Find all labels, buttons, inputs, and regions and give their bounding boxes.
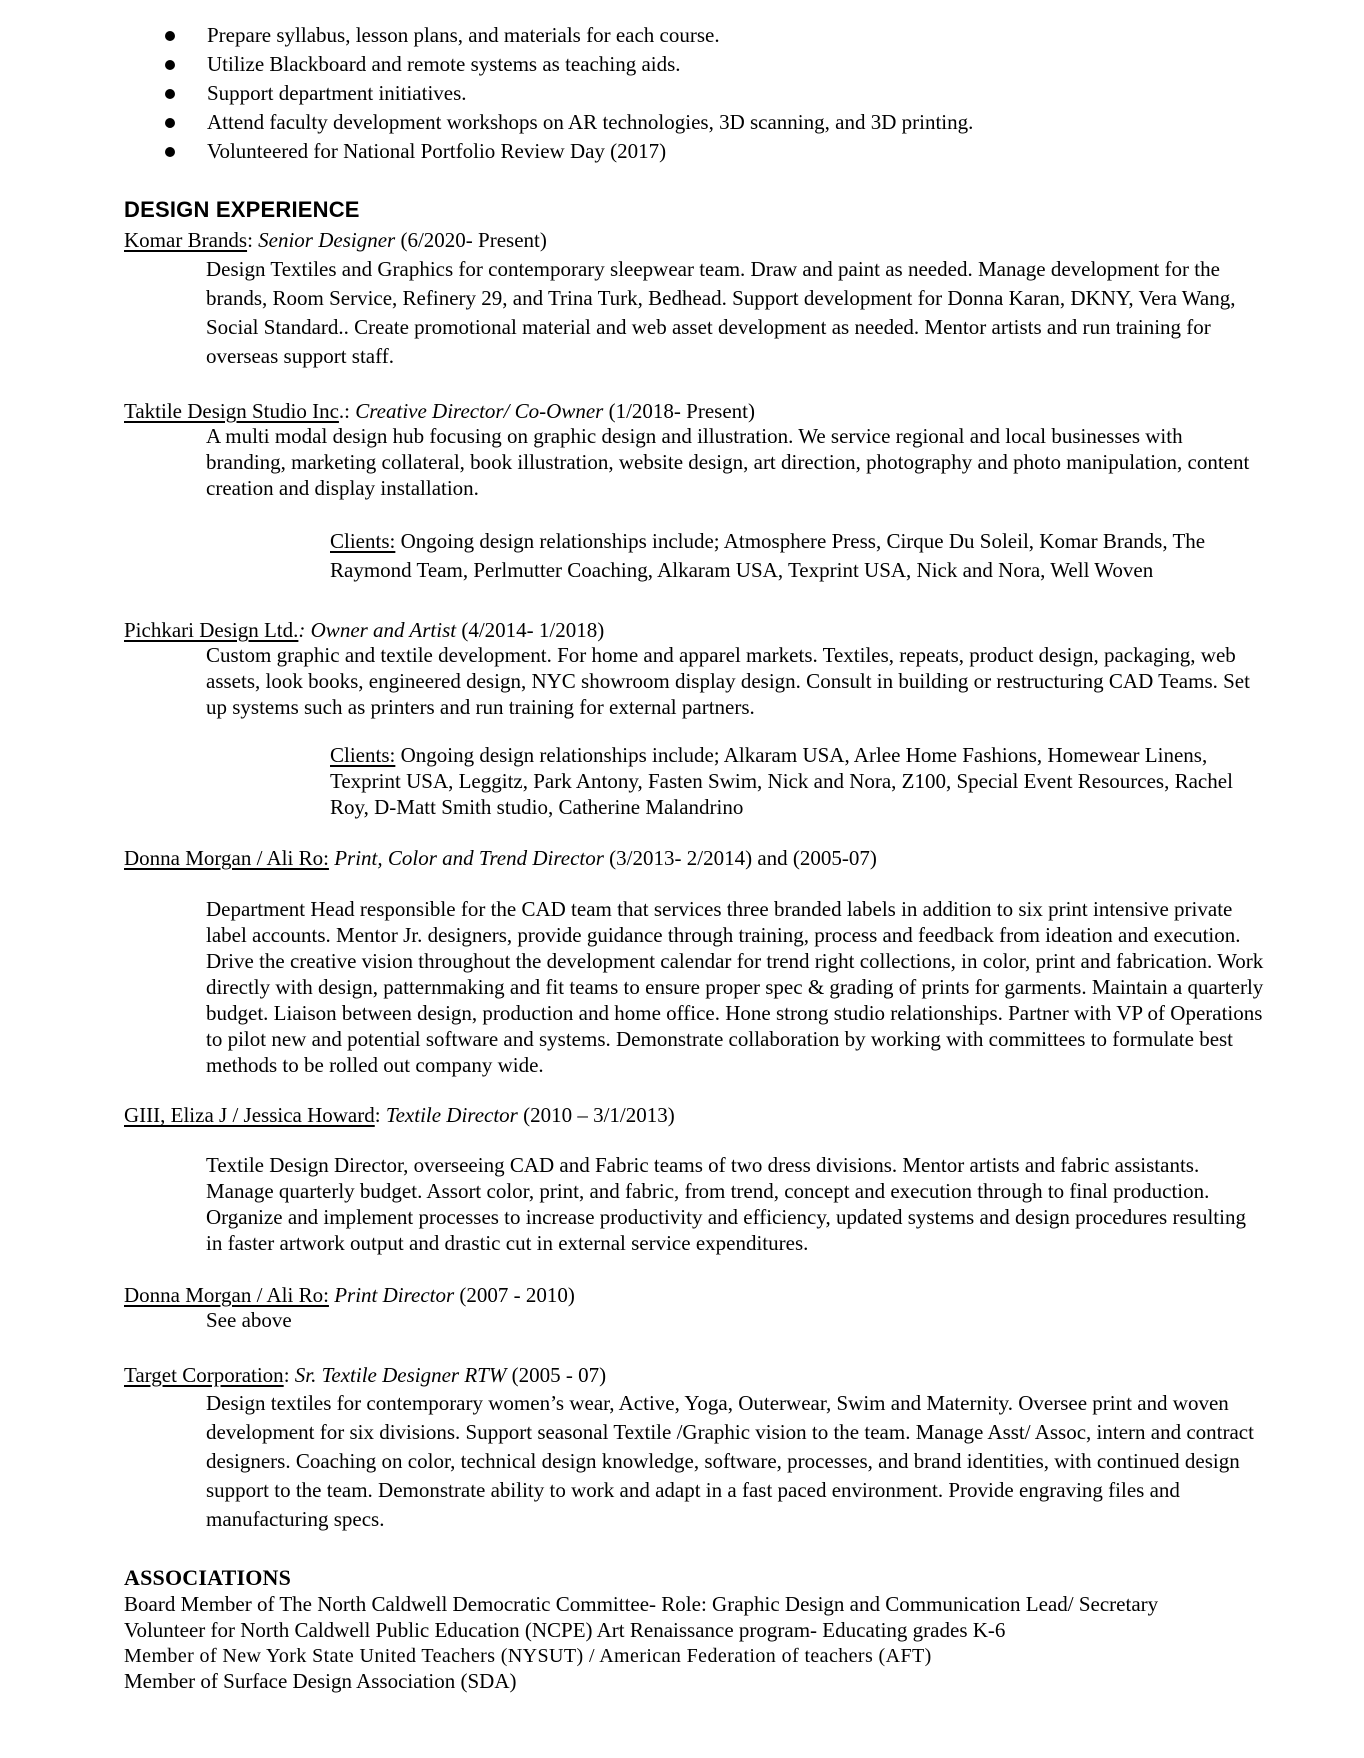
job-heading-komar: Komar Brands: Senior Designer (6/2020- Present) [124,228,547,252]
job-description-pichkari: Custom graphic and textile development. For home and apparel markets. Textiles, repeats, product design, packaging, web assets, look books, engineered design, NYC showroom display design. Consult in building or restructuring CAD Teams. Set up systems such as printers and run training for external partners. [206,643,1250,719]
job-role: Print, Color and Trend Director [334,846,604,870]
job-role: Creative Director/ Co-Owner [355,399,604,423]
associations-heading: ASSOCIATIONS [124,1565,292,1590]
job-description-target: Design textiles for contemporary women’s wear, Active, Yoga, Outerwear, Swim and Maternity. Oversee print and woven development for six divisions. Support seasonal Textile /Graphic vision to the team. Manage Asst/ Assoc, intern and contract designers. Coaching on color, technical design knowledge, software, processes, and brand identities, with continued design support to the team. Demonstrate ability to work and adapt in a fast paced environment. Provide engraving files and manufacturing specs. [206,1391,1254,1531]
company-name: Donna Morgan / Ali Ro: [124,1283,329,1307]
job-role: Sr. Textile Designer RTW [294,1363,507,1387]
association-item: Member of New York State United Teachers (NYSUT) / American Federation of teachers (AFT) [124,1645,932,1667]
job-heading-taktile: Taktile Design Studio Inc.: Creative Director/ Co-Owner (1/2018- Present) [124,399,755,423]
bullet-icon [165,31,175,41]
list-item: Utilize Blackboard and remote systems as teaching aids. [165,50,973,79]
job-dates: (6/2020- Present) [395,228,547,252]
list-item: Attend faculty development workshops on AR technologies, 3D scanning, and 3D printing. [165,108,973,137]
job-description-komar: Design Textiles and Graphics for contemporary sleepwear team. Draw and paint as needed. Manage development for the brands, Room Service, Refinery 29, and Trina Turk, Bedhead. Support development for Donna Karan, DKNY, Vera Wang, Social Standard.. Create promotional material and web asset development as needed. Mentor artists and run training for overseas support staff. [206,257,1236,368]
company-name: GIII, Eliza J / Jessica Howard [124,1103,375,1127]
job-dates: (2007 - 2010) [454,1283,575,1307]
bullet-icon [165,147,175,157]
association-item: Board Member of The North Caldwell Democratic Committee- Role: Graphic Design and Communication Lead/ Secretary [124,1592,1159,1616]
job-description-donna-morgan-print: See above [206,1308,292,1332]
job-heading-target: Target Corporation: Sr. Textile Designer RTW (2005 - 07) [124,1363,607,1387]
company-name: Donna Morgan / Ali Ro: [124,846,329,870]
company-name: Pichkari Design Ltd. [124,618,299,642]
job-description-giii: Textile Design Director, overseeing CAD and Fabric teams of two dress divisions. Mentor artists and fabric assistants. Manage quarterly budget. Assort color, print, and fabric, from trend, concept and execution through to final production. Organize and implement processes to increase productivity and efficiency, updated systems and design procedures resulting in faster artwork output and drastic cut in external service expenditures. [206,1153,1246,1255]
job-role: Senior Designer [258,228,396,252]
job-heading-donna-morgan-print [124,1281,575,1310]
job-dates: (1/2018- Present) [603,399,755,423]
company-name: Komar Brands [124,228,248,252]
job-heading-donna-morgan [124,844,877,873]
job-description-donna-morgan: Department Head responsible for the CAD team that services three branded labels in addition to six print intensive private label accounts. Mentor Jr. designers, provide guidance through training, process and feedback from ideation and execution. Drive the creative vision throughout the development calendar for trend right collections, in color, print and fabrication. Work directly with design, patternmaking and fit teams to ensure proper spec & grading of prints for garments. Maintain a quarterly budget. Liaison between design, production and home office. Hone strong studio relationships. Partner with VP of Operations to pilot new and potential software and systems. Demonstrate collaboration by working with committees to formulate best methods to be rolled out company wide. [206,897,1264,1077]
job-role: : Owner and Artist [298,618,457,642]
job-description-taktile: A multi modal design hub focusing on graphic design and illustration. We service regional and local businesses with branding, marketing collateral, book illustration, website design, art direction, photography and photo manipulation, content creation and display installation. [206,424,1250,500]
bullet-icon [165,60,175,70]
bullet-icon [165,118,175,128]
job-dates: (2005 - 07) [506,1363,607,1387]
list-item: Volunteered for National Portfolio Review Day (2017) [165,137,973,166]
job-dates: (3/2013- 2/2014) and (2005-07) [603,846,877,870]
clients-label: Clients: [330,743,396,767]
clients-taktile: Clients: Ongoing design relationships include; Atmosphere Press, Cirque Du Soleil, Komar Brands, The Raymond Team, Perlmutter Coaching, Alkaram USA, Texprint USA, Nick and Nora, Well Woven [330,529,1206,582]
list-item: Support department initiatives. [165,79,973,108]
bullet-icon [165,89,175,99]
teaching-duties-list [165,21,973,166]
job-dates: (2010 – 3/1/2013) [517,1103,675,1127]
association-item: Volunteer for North Caldwell Public Education (NCPE) Art Renaissance program- Educating grades K-6 [124,1618,1006,1642]
job-heading-pichkari [124,616,604,645]
association-item: Member of Surface Design Association (SDA) [124,1669,517,1693]
company-name: Target Corporation [124,1363,284,1387]
job-dates: (4/2014- 1/2018) [456,618,605,642]
clients-pichkari: Clients: Ongoing design relationships include; Alkaram USA, Arlee Home Fashions, Homewear Linens, Texprint USA, Leggitz, Park Antony, Fasten Swim, Nick and Nora, Z100, Special Event Resources, Rachel Roy, D-Matt Smith studio, Catherine Malandrino [330,743,1233,819]
job-role: Textile Director [385,1103,518,1127]
company-name: Taktile Design Studio Inc [124,399,339,423]
clients-label: Clients: [330,529,396,553]
job-heading-giii: GIII, Eliza J / Jessica Howard: Textile Director (2010 – 3/1/2013) [124,1103,675,1127]
list-item: Prepare syllabus, lesson plans, and materials for each course. [165,21,973,50]
job-role: Print Director [334,1283,455,1307]
design-experience-heading: DESIGN EXPERIENCE [124,197,360,222]
